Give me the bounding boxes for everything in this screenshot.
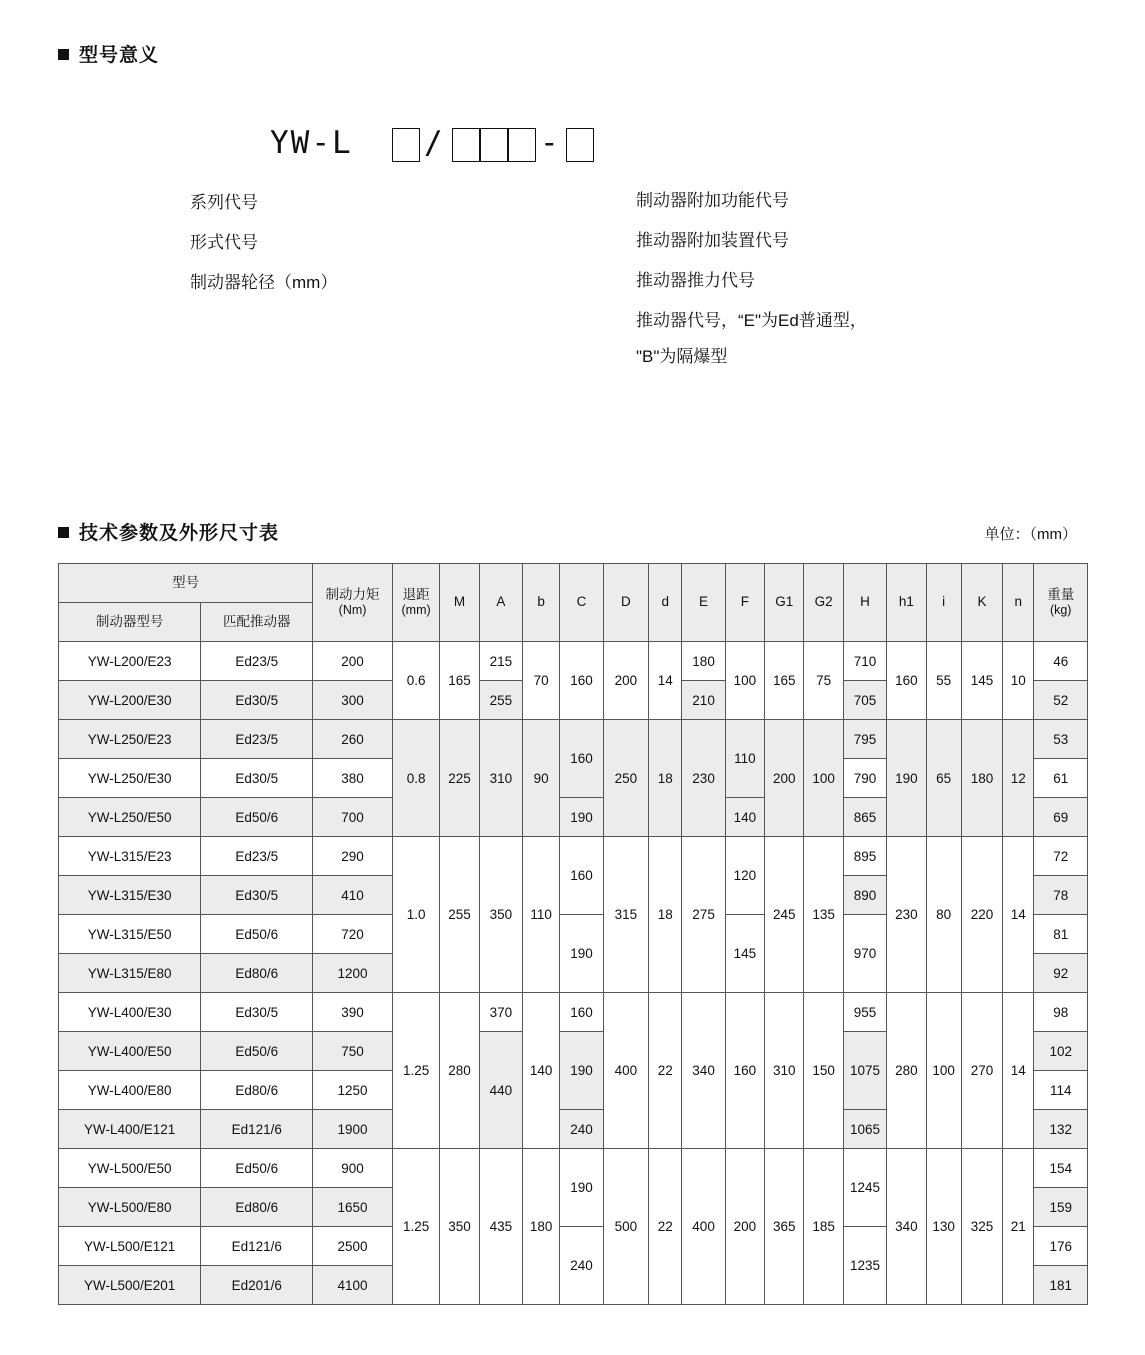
cell-weight: 69 <box>1034 798 1088 837</box>
table-row[interactable] <box>59 993 1088 1032</box>
cell-gap: 1.0 <box>392 837 439 993</box>
section-heading-specs-text: 技术参数及外形尺寸表 <box>79 523 280 544</box>
cell-pusher: Ed23/5 <box>201 642 313 681</box>
header-pusher-model: 匹配推动器 <box>201 603 313 642</box>
table-header <box>59 564 1088 642</box>
header-col-M: M <box>440 564 479 642</box>
cell-K: 270 <box>961 993 1002 1149</box>
header-col-E: E <box>682 564 725 642</box>
leader-line-brake-function-horizontal <box>0 135 50 137</box>
cell-H: 1065 <box>843 1110 886 1149</box>
cell-E: 400 <box>682 1149 725 1305</box>
leader-line-pusher-attachment-horizontal <box>0 217 108 219</box>
cell-d: 18 <box>649 720 682 837</box>
cell-d: 22 <box>649 1149 682 1305</box>
cell-H: 1245 <box>843 1149 886 1227</box>
cell-h1: 280 <box>887 993 926 1149</box>
unit-note: 单位：（mm） <box>984 526 1077 543</box>
cell-C: 160 <box>560 720 603 798</box>
cell-b: 140 <box>523 993 560 1149</box>
cell-G2: 75 <box>804 642 843 720</box>
cell-C: 190 <box>560 798 603 837</box>
square-bullet-icon <box>58 49 69 60</box>
cell-model: YW-L500/E201 <box>59 1266 201 1305</box>
cell-H: 710 <box>843 642 886 681</box>
cell-torque: 700 <box>313 798 393 837</box>
cell-gap: 0.8 <box>392 720 439 837</box>
code-separator: / <box>424 125 445 161</box>
cell-C: 240 <box>560 1110 603 1149</box>
callout-pusher-force: 推动器推力代号 <box>636 271 755 290</box>
cell-pusher: Ed80/6 <box>201 1188 313 1227</box>
cell-E: 180 <box>682 642 725 681</box>
cell-weight: 176 <box>1034 1227 1088 1266</box>
cell-torque: 200 <box>313 642 393 681</box>
leader-line-wheel-diameter-vertical <box>0 631 2 754</box>
cell-pusher: Ed30/5 <box>201 876 313 915</box>
header-torque <box>313 564 393 642</box>
header-weight-unit: (kg) <box>1049 603 1072 618</box>
cell-pusher: Ed30/5 <box>201 993 313 1032</box>
cell-weight: 46 <box>1034 642 1088 681</box>
cell-torque: 1250 <box>313 1071 393 1110</box>
cell-F: 145 <box>725 915 764 993</box>
cell-model: YW-L500/E121 <box>59 1227 201 1266</box>
header-gap-unit: (mm) <box>401 603 431 618</box>
cell-h1: 230 <box>887 837 926 993</box>
cell-C: 160 <box>560 642 603 720</box>
cell-H: 1075 <box>843 1032 886 1110</box>
cell-n: 12 <box>1003 720 1034 837</box>
cell-A: 310 <box>479 720 522 837</box>
header-col-K: K <box>961 564 1002 642</box>
cell-M: 225 <box>440 720 479 837</box>
cell-i: 100 <box>926 993 961 1149</box>
cell-torque: 900 <box>313 1149 393 1188</box>
cell-model: YW-L400/E121 <box>59 1110 201 1149</box>
cell-weight: 81 <box>1034 915 1088 954</box>
header-col-H: H <box>843 564 886 642</box>
cell-h1: 160 <box>887 642 926 720</box>
leader-line-pusher-attachment-vertical <box>0 137 2 217</box>
cell-h1: 340 <box>887 1149 926 1305</box>
cell-C: 190 <box>560 1149 603 1227</box>
cell-model: YW-L250/E50 <box>59 798 201 837</box>
cell-A: 255 <box>479 681 522 720</box>
cell-n: 14 <box>1003 993 1034 1149</box>
cell-E: 275 <box>682 837 725 993</box>
cell-H: 795 <box>843 720 886 759</box>
cell-G2: 100 <box>804 720 843 837</box>
cell-model: YW-L315/E80 <box>59 954 201 993</box>
cell-weight: 102 <box>1034 1032 1088 1071</box>
cell-M: 165 <box>440 642 479 720</box>
cell-model: YW-L315/E30 <box>59 876 201 915</box>
cell-model: YW-L400/E30 <box>59 993 201 1032</box>
cell-D: 200 <box>603 642 648 720</box>
cell-G1: 245 <box>765 837 804 993</box>
callout-pusher-code-line2: "B"为隔爆型 <box>636 347 728 366</box>
cell-weight: 98 <box>1034 993 1088 1032</box>
code-box-pusher-attachment <box>508 128 536 162</box>
cell-model: YW-L250/E30 <box>59 759 201 798</box>
cell-pusher: Ed30/5 <box>201 759 313 798</box>
cell-model: YW-L315/E50 <box>59 915 201 954</box>
cell-pusher: Ed50/6 <box>201 1149 313 1188</box>
cell-pusher: Ed201/6 <box>201 1266 313 1305</box>
cell-i: 130 <box>926 1149 961 1305</box>
cell-C: 190 <box>560 1032 603 1110</box>
cell-weight: 181 <box>1034 1266 1088 1305</box>
code-box-brake-function <box>566 128 594 162</box>
cell-weight: 132 <box>1034 1110 1088 1149</box>
cell-C: 160 <box>560 837 603 915</box>
header-brake-model: 制动器型号 <box>59 603 201 642</box>
cell-torque: 380 <box>313 759 393 798</box>
cell-pusher: Ed121/6 <box>201 1110 313 1149</box>
leader-line-pusher-code-vertical <box>0 340 2 500</box>
cell-model: YW-L315/E23 <box>59 837 201 876</box>
code-box-pusher-force <box>480 128 508 162</box>
cell-F: 200 <box>725 1149 764 1305</box>
header-group-model: 型号 <box>59 564 313 603</box>
cell-torque: 300 <box>313 681 393 720</box>
cell-G1: 365 <box>765 1149 804 1305</box>
section-heading-specs <box>58 518 279 545</box>
cell-pusher: Ed121/6 <box>201 1227 313 1266</box>
cell-H: 865 <box>843 798 886 837</box>
cell-H: 955 <box>843 993 886 1032</box>
cell-E: 340 <box>682 993 725 1149</box>
cell-model: YW-L250/E23 <box>59 720 201 759</box>
table-row[interactable] <box>59 1149 1088 1188</box>
leader-line-form-vertical <box>0 546 2 629</box>
callout-pusher-attachment: 推动器附加装置代号 <box>636 231 789 250</box>
cell-C: 240 <box>560 1227 603 1305</box>
header-col-G2: G2 <box>804 564 843 642</box>
cell-pusher: Ed23/5 <box>201 720 313 759</box>
cell-E: 230 <box>682 720 725 837</box>
cell-pusher: Ed50/6 <box>201 1032 313 1071</box>
cell-A: 435 <box>479 1149 522 1305</box>
cell-F: 120 <box>725 837 764 915</box>
cell-weight: 114 <box>1034 1071 1088 1110</box>
cell-weight: 53 <box>1034 720 1088 759</box>
cell-weight: 72 <box>1034 837 1088 876</box>
cell-E: 210 <box>682 681 725 720</box>
cell-d: 14 <box>649 642 682 720</box>
spec-table-container <box>58 563 1088 1305</box>
cell-H: 790 <box>843 759 886 798</box>
cell-M: 350 <box>440 1149 479 1305</box>
cell-weight: 154 <box>1034 1149 1088 1188</box>
cell-pusher: Ed50/6 <box>201 915 313 954</box>
cell-F: 100 <box>725 642 764 720</box>
cell-gap: 0.6 <box>392 642 439 720</box>
cell-pusher: Ed80/6 <box>201 1071 313 1110</box>
cell-n: 14 <box>1003 837 1034 993</box>
cell-model: YW-L200/E23 <box>59 642 201 681</box>
table-body <box>59 642 1088 1305</box>
cell-torque: 1900 <box>313 1110 393 1149</box>
cell-G2: 150 <box>804 993 843 1149</box>
header-weight <box>1034 564 1088 642</box>
header-col-G1: G1 <box>765 564 804 642</box>
header-col-A: A <box>479 564 522 642</box>
code-box-pusher-type <box>452 128 480 162</box>
cell-K: 145 <box>961 642 1002 720</box>
cell-pusher: Ed23/5 <box>201 837 313 876</box>
cell-D: 315 <box>603 837 648 993</box>
cell-torque: 750 <box>313 1032 393 1071</box>
cell-gap: 1.25 <box>392 1149 439 1305</box>
cell-torque: 1650 <box>313 1188 393 1227</box>
callout-brake-function: 制动器附加功能代号 <box>636 191 789 210</box>
header-col-h1: h1 <box>887 564 926 642</box>
cell-pusher: Ed30/5 <box>201 681 313 720</box>
leader-line-pusher-force-horizontal <box>0 338 136 340</box>
callout-form-code: 形式代号 <box>190 233 258 252</box>
cell-i: 65 <box>926 720 961 837</box>
cell-A: 215 <box>479 642 522 681</box>
table-row[interactable] <box>59 642 1088 681</box>
leader-line-pusher-force-vertical <box>0 218 2 338</box>
cell-i: 80 <box>926 837 961 993</box>
callout-pusher-code: 推动器代号，“E"为Ed普通型， <box>636 311 867 330</box>
cell-K: 325 <box>961 1149 1002 1305</box>
cell-b: 90 <box>523 720 560 837</box>
header-col-i: i <box>926 564 961 642</box>
code-dash: - <box>540 125 561 161</box>
cell-pusher: Ed80/6 <box>201 954 313 993</box>
leader-line-series-vertical <box>0 501 2 544</box>
cell-G1: 165 <box>765 642 804 720</box>
cell-b: 180 <box>523 1149 560 1305</box>
header-col-D: D <box>603 564 648 642</box>
cell-G1: 200 <box>765 720 804 837</box>
cell-A: 350 <box>479 837 522 993</box>
cell-weight: 61 <box>1034 759 1088 798</box>
cell-D: 500 <box>603 1149 648 1305</box>
header-torque-unit: (Nm) <box>338 603 367 618</box>
cell-i: 55 <box>926 642 961 720</box>
cell-d: 22 <box>649 993 682 1149</box>
table-row[interactable] <box>59 837 1088 876</box>
header-gap <box>392 564 439 642</box>
header-col-C: C <box>560 564 603 642</box>
cell-C: 160 <box>560 993 603 1032</box>
cell-K: 220 <box>961 837 1002 993</box>
cell-torque: 410 <box>313 876 393 915</box>
callout-wheel-diameter: 制动器轮径（mm） <box>190 273 338 292</box>
square-bullet-icon-2 <box>58 527 69 538</box>
header-col-n: n <box>1003 564 1034 642</box>
section-heading-text: 型号意义 <box>79 45 160 66</box>
cell-D: 250 <box>603 720 648 837</box>
code-box-form <box>392 128 420 162</box>
cell-F: 140 <box>725 798 764 837</box>
cell-H: 705 <box>843 681 886 720</box>
cell-torque: 2500 <box>313 1227 393 1266</box>
header-col-b: b <box>523 564 560 642</box>
cell-weight: 92 <box>1034 954 1088 993</box>
cell-torque: 720 <box>313 915 393 954</box>
cell-model: YW-L200/E30 <box>59 681 201 720</box>
cell-H: 890 <box>843 876 886 915</box>
section-heading-model-meaning <box>58 40 159 67</box>
cell-F: 110 <box>725 720 764 798</box>
header-torque-label: 制动力矩 <box>325 586 380 602</box>
cell-n: 10 <box>1003 642 1034 720</box>
header-col-F: F <box>725 564 764 642</box>
header-weight-label: 重量 <box>1047 586 1075 602</box>
cell-weight: 159 <box>1034 1188 1088 1227</box>
leader-line-pusher-code-horizontal <box>0 500 164 502</box>
cell-A: 370 <box>479 993 522 1032</box>
cell-torque: 4100 <box>313 1266 393 1305</box>
cell-torque: 390 <box>313 993 393 1032</box>
cell-M: 280 <box>440 993 479 1149</box>
cell-h1: 190 <box>887 720 926 837</box>
cell-b: 110 <box>523 837 560 993</box>
callout-series-code: 系列代号 <box>190 193 258 212</box>
header-col-d: d <box>649 564 682 642</box>
code-prefix: YW-L <box>270 125 353 161</box>
cell-A: 440 <box>479 1032 522 1149</box>
model-code-diagram <box>0 95 1145 415</box>
cell-torque: 260 <box>313 720 393 759</box>
cell-H: 1235 <box>843 1227 886 1305</box>
table-header-row-1 <box>59 564 1088 603</box>
cell-H: 895 <box>843 837 886 876</box>
header-gap-label: 退距 <box>402 586 430 602</box>
cell-G2: 185 <box>804 1149 843 1305</box>
cell-n: 21 <box>1003 1149 1034 1305</box>
cell-H: 970 <box>843 915 886 993</box>
cell-pusher: Ed50/6 <box>201 798 313 837</box>
leader-line-brake-function-vertical <box>0 95 2 135</box>
cell-d: 18 <box>649 837 682 993</box>
cell-model: YW-L400/E50 <box>59 1032 201 1071</box>
cell-torque: 1200 <box>313 954 393 993</box>
cell-D: 400 <box>603 993 648 1149</box>
cell-weight: 78 <box>1034 876 1088 915</box>
cell-M: 255 <box>440 837 479 993</box>
cell-gap: 1.25 <box>392 993 439 1149</box>
cell-model: YW-L400/E80 <box>59 1071 201 1110</box>
cell-K: 180 <box>961 720 1002 837</box>
cell-C: 190 <box>560 915 603 993</box>
technical-parameters-table <box>58 563 1088 1305</box>
table-row[interactable] <box>59 720 1088 759</box>
cell-torque: 290 <box>313 837 393 876</box>
cell-model: YW-L500/E50 <box>59 1149 201 1188</box>
cell-b: 70 <box>523 642 560 720</box>
cell-F: 160 <box>725 993 764 1149</box>
cell-G1: 310 <box>765 993 804 1149</box>
cell-G2: 135 <box>804 837 843 993</box>
cell-weight: 52 <box>1034 681 1088 720</box>
cell-model: YW-L500/E80 <box>59 1188 201 1227</box>
